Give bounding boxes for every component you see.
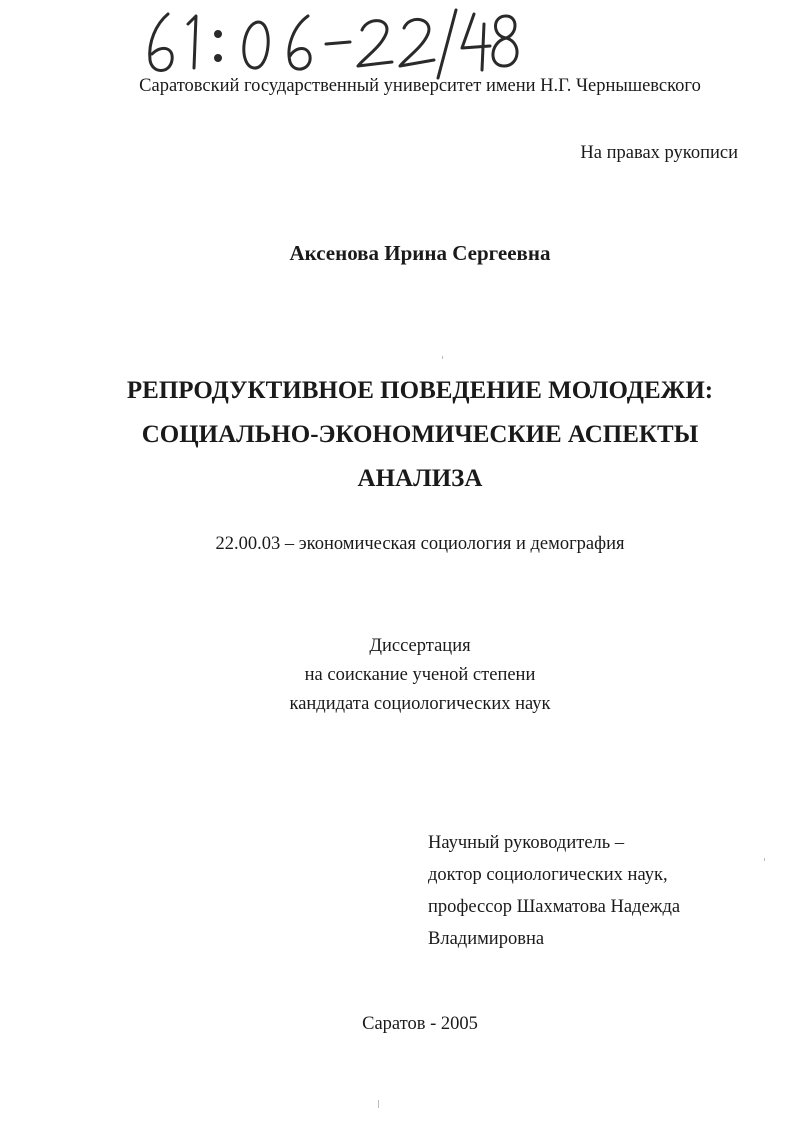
city-year: Саратов - 2005 (362, 1014, 478, 1034)
rights-note: На правах рукописи (580, 143, 738, 163)
degree-line: на соискание ученой степени (304, 665, 536, 685)
title-line: РЕПРОДУКТИВНОЕ ПОВЕДЕНИЕ МОЛОДЕЖИ: (126, 377, 714, 404)
handwritten-archive-number-drawing (140, 2, 520, 80)
university-name: Саратовский государственный университет имени Н.Г. Чернышевского (139, 76, 701, 96)
author-name: Аксенова Ирина Сергеевна (289, 241, 551, 265)
scan-speck (378, 1100, 379, 1108)
supervisor-line: Владимировна (428, 929, 545, 949)
supervisor-line: доктор социологических наук, (428, 865, 668, 885)
scan-speck (442, 356, 443, 359)
handwritten-archive-number (140, 2, 520, 80)
degree-line: Диссертация (369, 636, 471, 656)
title-line: АНАЛИЗА (357, 465, 483, 492)
dissertation-title (0, 369, 796, 501)
supervisor-line: Научный руководитель – (428, 833, 625, 853)
scan-speck (764, 858, 765, 861)
degree-statement (0, 632, 796, 719)
degree-line: кандидата социологических наук (289, 694, 551, 714)
supervisor-block (428, 827, 680, 955)
supervisor-line: профессор Шахматова Надежда (428, 897, 681, 917)
title-line: СОЦИАЛЬНО-ЭКОНОМИЧЕСКИЕ АСПЕКТЫ (141, 421, 699, 448)
specialty-code: 22.00.03 – экономическая социология и демография (215, 534, 625, 554)
